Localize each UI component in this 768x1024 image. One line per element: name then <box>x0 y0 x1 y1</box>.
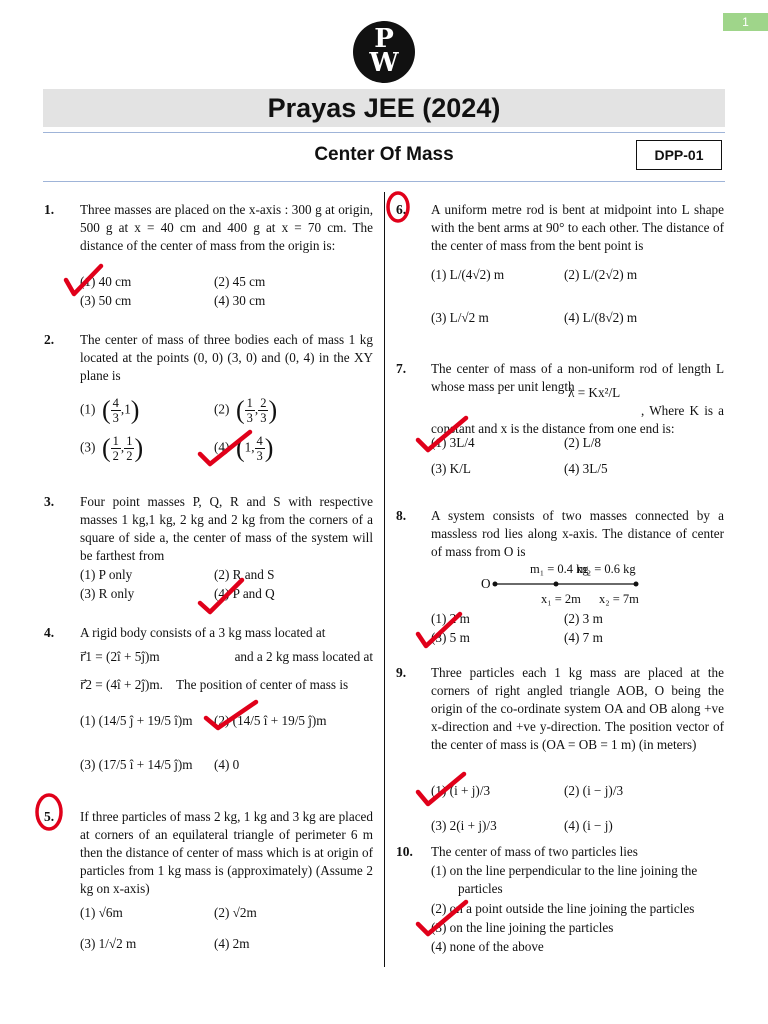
q2-option-2: (2) ( $\frac{1}{3}$ , $\frac{2}{3}$ ) <box>214 395 278 425</box>
q7-lambda: λ = Kx²/L <box>568 385 621 400</box>
q6-option-1: (1) L/(4√2) m <box>431 267 505 282</box>
q3-number: 3. <box>44 494 55 509</box>
q4-option-4: (4) 0 <box>214 757 240 772</box>
q1-option-4: (4) 30 cm <box>214 293 266 308</box>
q8-option-4: (4) 7 m <box>564 630 603 645</box>
q8-option-1: (1) 2 m <box>431 611 470 626</box>
q7-option-3: (3) K/L <box>431 461 471 476</box>
q7-number: 7. <box>396 361 407 376</box>
q9-text: Three particles each 1 kg mass are placed at the corners of right angled triangle AOB, O being the origin of the co-ordinate system OA and OB along +ve x-direction and +ve y-direction. The position vector of the center of mass is (OA = OB = 1 m) (in meters) <box>431 665 724 752</box>
q1-option-3: (3) 50 cm <box>80 293 132 308</box>
page-title: Prayas JEE (2024) <box>267 93 501 123</box>
q3-option-2: (2) R and S <box>214 567 275 582</box>
pw-logo-letters: P W <box>369 24 399 78</box>
dpp-badge: DPP-01 <box>636 140 722 170</box>
q8-option-2: (2) 3 m <box>564 611 603 626</box>
q5-option-1: (1) √6m <box>80 905 123 920</box>
check-mark-q8 <box>418 614 460 646</box>
q4-text-2: and a 2 kg mass located at <box>234 649 373 664</box>
chapter-title: Center Of Mass <box>314 144 454 165</box>
check-mark-q1 <box>66 266 101 294</box>
q10-number: 10. <box>396 844 413 859</box>
q9-option-1: (1) (i + j)/3 <box>431 783 491 798</box>
q3-option-1: (1) P only <box>80 567 133 582</box>
q2-number: 2. <box>44 332 55 347</box>
q1-option-2: (2) 45 cm <box>214 274 266 289</box>
check-mark-q4 <box>206 702 256 728</box>
q7-option-4: (4) 3L/5 <box>564 461 608 476</box>
q5-option-2: (2) √2m <box>214 905 257 920</box>
q9-option-3: (3) 2(i + j)/3 <box>431 818 497 833</box>
check-mark-q10 <box>418 902 466 934</box>
q4-option-2: (2) (14/5 î + 19/5 ĵ)m <box>214 713 327 728</box>
q2-option-1: (1) ( $\frac{4}{3}$ ,1) <box>80 395 140 425</box>
q2-option-3: (3) ( $\frac{1}{2}$ , $\frac{1}{2}$ ) <box>80 433 144 463</box>
q6-option-4: (4) L/(8√2) m <box>564 310 638 325</box>
q8-fig-m2: m₂ = 0.6 kg <box>577 562 636 576</box>
q10-option-2: (2) on a point outside the line joining the particles <box>431 901 695 916</box>
q8-fig-origin: O <box>481 576 491 591</box>
q7-option-1: (1) 3L/4 <box>431 435 475 450</box>
q5-option-4: (4) 2m <box>214 936 250 951</box>
q8-text: A system consists of two masses connected by a massless rod lies along x-axis. The distance of center of mass from O is <box>431 508 724 559</box>
q7-text-2: , Where K is a constant and x is the distance from one end is: <box>431 403 724 436</box>
q1-text: Three masses are placed on the x-axis : 300 g at origin, 500 g at x = 40 cm and 400 g at x = 70 cm. The distance of the center of mass from the origin is: <box>80 202 373 253</box>
check-mark-q2 <box>200 432 250 464</box>
q8-fig-x2: x₂ = 7m <box>599 592 639 606</box>
q8-fig-m1: m₁ = 0.4 kg <box>530 562 589 576</box>
q8-fig-x1: x₁ = 2m <box>541 592 581 606</box>
q1-option-1: (1) 40 cm <box>80 274 132 289</box>
q5-text: If three particles of mass 2 kg, 1 kg and 3 kg are placed at corners of an equilateral triangle of perimeter 6 m then the distance of center of mass which is at origin of particles from 1 kg mass is (approximately) (Assume 2 kg on x-axis) <box>80 809 373 896</box>
q4-option-1: (1) (14/5 ĵ + 19/5 î)m <box>80 713 193 728</box>
circle-mark-q5 <box>37 795 61 829</box>
q9-option-2: (2) (i − j)/3 <box>564 783 624 798</box>
q7-text-1: The center of mass of a non-uniform rod of length L whose mass per unit length <box>431 361 724 394</box>
q9-number: 9. <box>396 665 407 680</box>
check-mark-q9 <box>418 774 464 804</box>
q3-option-3: (3) R only <box>80 586 135 601</box>
q3-text: Four point masses P, Q, R and S with respective masses 1 kg,1 kg, 2 kg and 2 kg from the corners of a square of side a, the center of mass of the system will be farthest from <box>80 494 373 563</box>
q10-option-1: (1) on the line perpendicular to the line joining the particles <box>431 863 698 896</box>
q3-option-4: (4) P and Q <box>214 586 275 601</box>
q4-number: 4. <box>44 625 55 640</box>
q6-text: A uniform metre rod is bent at midpoint into L shape with the bent arms at 90° to each other. The distance of the center of mass from the bent point is <box>431 202 724 253</box>
q5-option-3: (3) 1/√2 m <box>80 936 137 951</box>
q10-text: The center of mass of two particles lies <box>431 844 638 859</box>
page-number: 1 <box>723 13 768 31</box>
q6-option-3: (3) L/√2 m <box>431 310 489 325</box>
q7-option-2: (2) L/8 <box>564 435 601 450</box>
q4-text-1: A rigid body consists of a 3 kg mass located at <box>80 625 326 640</box>
q4-option-3: (3) (17/5 î + 14/5 ĵ)m <box>80 757 193 772</box>
q4-text-3: The position of center of mass is <box>176 677 349 692</box>
q4-r1: r⃗1 = (2î + 5ĵ)m <box>80 649 160 664</box>
q5-number: 5. <box>44 809 55 824</box>
q8-option-3: (3) 5 m <box>431 630 470 645</box>
q4-r2: r⃗2 = (4î + 2ĵ)m. <box>80 677 163 692</box>
q6-option-2: (2) L/(2√2) m <box>564 267 638 282</box>
check-mark-q3 <box>200 580 242 612</box>
q6-number: 6. <box>396 202 407 217</box>
circle-mark-q6 <box>388 193 408 221</box>
q2-option-4: (4) (1, $\frac{4}{3}$ ) <box>214 433 274 463</box>
q8-number: 8. <box>396 508 407 523</box>
check-mark-q7 <box>418 418 466 450</box>
q10-option-3: (3) on the line joining the particles <box>431 920 614 935</box>
q1-number: 1. <box>44 202 55 217</box>
q10-option-4: (4) none of the above <box>431 939 544 954</box>
q2-text: The center of mass of three bodies each of mass 1 kg located at the points (0, 0) (3, 0) and (0, 4) in the XY plane is <box>80 332 373 383</box>
q9-option-4: (4) (i − j) <box>564 818 613 833</box>
